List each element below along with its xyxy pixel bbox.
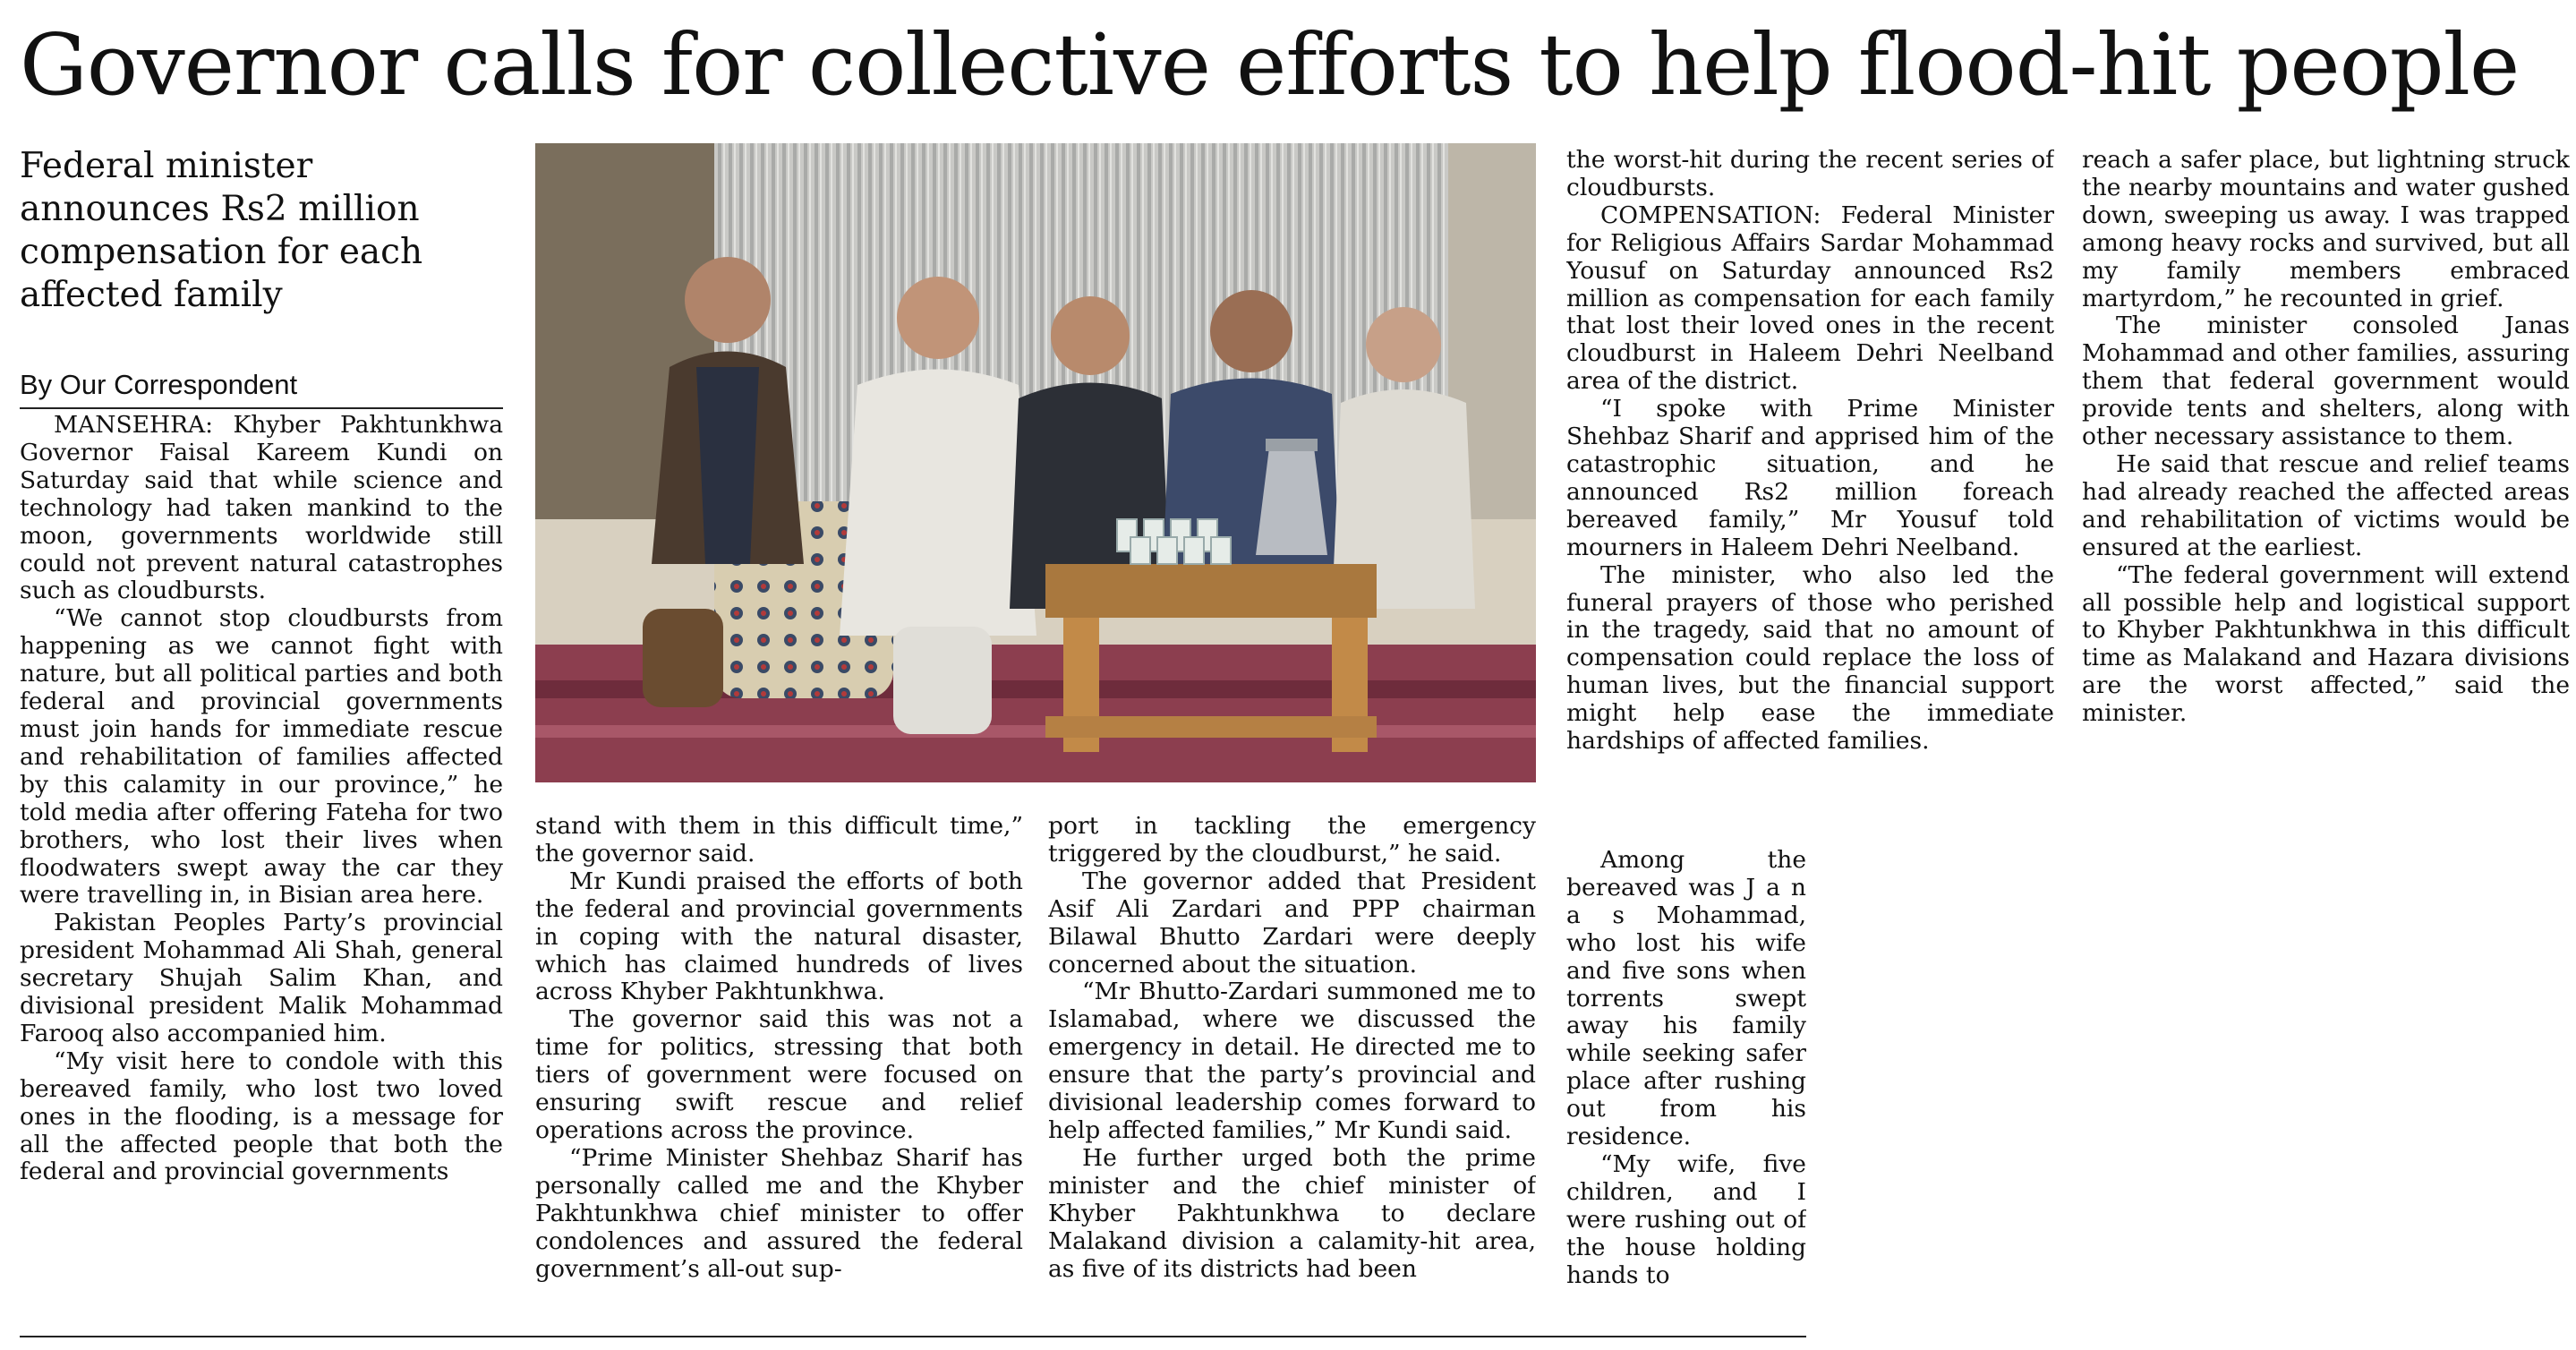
paragraph: The governor added that President Asif Ali Zardari and PPP chairman Bilawal Bhutto Zardari were deeply concerned about the situation. (1048, 867, 1536, 978)
paragraph: He said that rescue and relief teams had already reached the affected areas and rehabilitation of victims would be ensured at the earliest. (2082, 449, 2570, 561)
paragraph: “Mr Bhutto-Zardari summoned me to Islamabad, where we discussed the emergency in detail. He directed me to ensure that the party’s provincial and divisional leadership comes forward to help affected families,” Mr Kundi said. (1048, 978, 1536, 1144)
byline-rule (20, 407, 503, 409)
news-photo (535, 143, 1536, 782)
paragraph: MANSEHRA: Khyber Pakhtunkhwa Governor Faisal Kareem Kundi on Saturday said that while science and technology had taken mankind to the moon, governments worldwide still could not prevent natural catastrophes such as cloudbursts. (20, 412, 503, 605)
article-column-5 (2082, 147, 2570, 845)
paragraph: “My wife, five children, and I were rushing out of the house holding hands to (1566, 1149, 1806, 1289)
paragraph: “Prime Minister Shehbaz Sharif has personally called me and the Khyber Pakhtunkhwa chief minister to offer condolences and assured the federal government’s all-out sup- (535, 1143, 1023, 1283)
paragraph: port in tackling the emergency triggered by the cloudburst,” he said. (1048, 813, 1536, 867)
article-column-1 (20, 412, 503, 1329)
paragraph: Pakistan Peoples Party’s provincial president Mohammad Ali Shah, general secretary Shujah Salim Khan, and divisional president Malik Mohammad Farooq also accompanied him. (20, 909, 503, 1047)
paragraph: “The federal government will extend all possible help and logistical support to Khyber Pakhtunkhwa in this difficult time as Malakand and Hazara divisions are the worst affected,” said the minister. (2082, 560, 2570, 728)
subheadline: Federal minister announces Rs2 million compensation for each affected family (20, 146, 423, 315)
paragraph: stand with them in this difficult time,” the governor said. (535, 813, 1023, 867)
paragraph: The minister, who also led the funeral prayers of those who perished in the tragedy, said that no amount of compensation could replace the loss of human lives, but the financial support might help ease the immediate hardships of affected families. (1566, 560, 2054, 756)
article-bottom-rule (20, 1336, 1806, 1337)
byline: By Our Correspondent (20, 369, 298, 400)
article-column-2 (535, 813, 1023, 1329)
paragraph: reach a safer place, but lightning struck the nearby mountains and water gushed down, sweeping us away. I was trapped among heavy rocks and survived, but all my family members embraced martyrdom,” he recounted in grief. (2082, 147, 2570, 312)
paragraph: “I spoke with Prime Minister Shehbaz Sharif and apprised him of the catastrophic situation, and he announced Rs2 million foreach bereaved family,” Mr Yousuf told mourners in Haleem Dehri Neelband. (1566, 395, 2054, 561)
paragraph: The governor said this was not a time for politics, stressing that both tiers of government were focused on ensuring swift rescue and relief operations across the province. (535, 1005, 1023, 1144)
paragraph: COMPENSATION: Federal Minister for Religious Affairs Sardar Mohammad Yousuf on Saturday announced Rs2 million as compensation for each family that lost their loved ones in the recent cloudburst in Haleem Dehri Neelband area of the district. (1566, 201, 2054, 396)
headline: Governor calls for collective efforts to help flood-hit people (20, 16, 2520, 115)
paragraph: “My visit here to condole with this bereaved family, who lost two loved ones in the flooding, is a message for all the affected people that both the federal and provincial governments (20, 1047, 503, 1186)
paragraph: The minister consoled Janas Mohammad and other families, assuring them that federal government would provide tents and shelters, along with other necessary assistance to them. (2082, 312, 2570, 451)
paragraph: Among the bereaved was J a n a s Mohammad, who lost his wife and five sons when torrents swept away his family while seeking safer place after rushing out from his residence. (1566, 847, 1806, 1151)
paragraph: “We cannot stop cloudbursts from happening as we cannot fight with nature, but all political parties and both federal and provincial governments must join hands for immediate rescue and rehabilitation of families affected by this calamity in our province,” he told media after offering Fateha for two brothers, who lost their lives when floodwaters swept away the car they were travelling in, in Bisian area here. (20, 604, 503, 910)
paragraph: He further urged both the prime minister and the chief minister of Khyber Pakhtunkhwa to declare Malakand division a calamity-hit area, as five of its districts had been (1048, 1143, 1536, 1283)
paragraph: Mr Kundi praised the efforts of both the federal and provincial governments in coping with the natural disaster, which has claimed hundreds of lives across Khyber Pakhtunkhwa. (535, 867, 1023, 1006)
paragraph: the worst-hit during the recent series of cloudbursts. (1566, 147, 2054, 201)
article-column-4 (1566, 147, 2054, 845)
article-column-4-continuation (1566, 847, 1806, 1329)
article-column-3 (1048, 813, 1536, 1329)
